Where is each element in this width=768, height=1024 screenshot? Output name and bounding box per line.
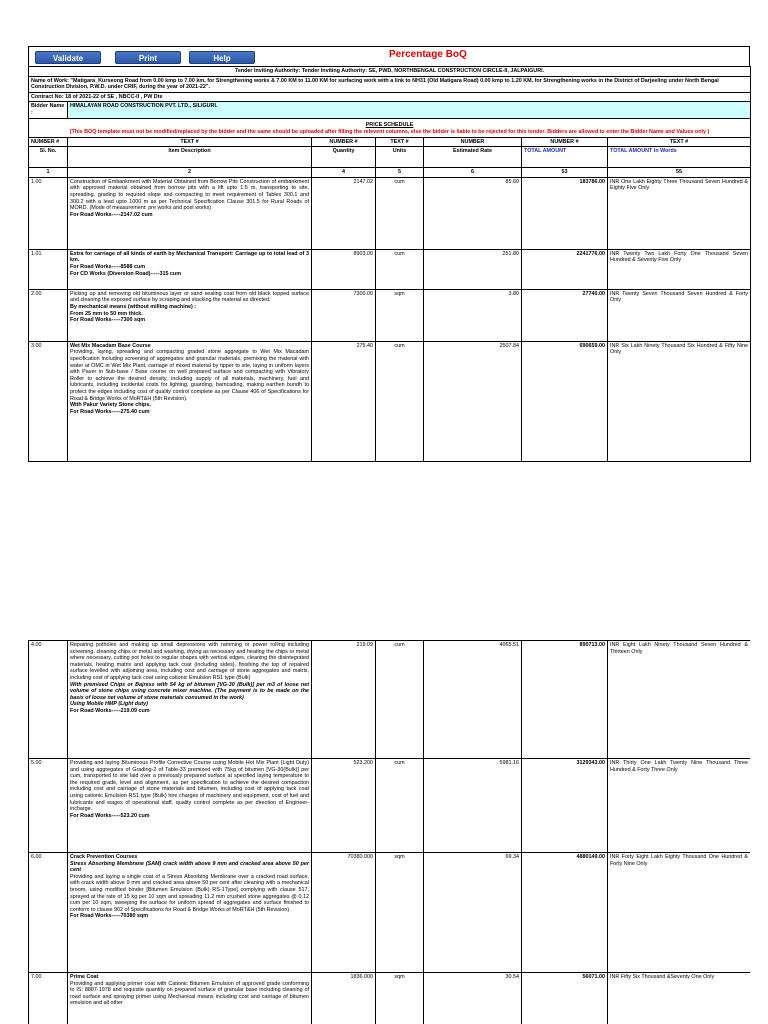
index-cell: 6: [424, 168, 522, 178]
description-text: Providing and laying Bituminous Profile Corrective Course using Mobile Hot Mix Plant (Light Duty) and using aggregates of Grading-2 of Table-33 premixed with 75kg of bitumen [VG-30(Bulk)] per cum, transported to site laid over a previously prepared surface at specified laying temperature to the required grade, level and alignment, as per specification to achieve the desired compaction including cost and carriage of stone materials and bitumen, including cost of applying tack coat using cationic Emulsion RS1 type (Bulk) hire charges of machinery and equipment, cost of fuel and lubricants and wages of operational staff, quality control complete as per direction of Engineer-incharge.: [70, 760, 309, 813]
amount-cell: 2241776.00: [522, 249, 608, 289]
amount-words-cell: INR Twenty Seven Thousand Seven Hundred & Forty Only: [608, 289, 751, 341]
boq-sheet-page-2: [28, 640, 750, 1024]
quantity-cell[interactable]: 7300.00: [312, 289, 376, 341]
unit-cell: sqm: [376, 289, 424, 341]
unit-cell: sqm: [376, 973, 424, 1024]
index-row: [29, 168, 751, 178]
index-cell: 53: [522, 168, 608, 178]
description-heading: Wet Mix Macadam Base Course: [70, 342, 151, 349]
work-name: Name of Work: "Matigara_Kurseong Road from 0.00 kmp to 7.00 km, for Strengthening works & 7.00 KM to 11.00 KM for surfacing work with a link to NH31 (Old Matigara Road) 0.00 kmp to 1.20 KM, for Strengthening works in the District of Darjeeling under North Bengal Construction Division, P.W.D. under CRIF, during the year of 2021-22".: [29, 76, 751, 92]
type-cell: NUMBER #: [29, 137, 68, 147]
unit-cell: cum: [376, 641, 424, 759]
description-emphasis: With premixed Chips or Bajress with 54 kg of bitumen [VG-30 (Bulk)] per m3 of loose net volume of stone chips using concrete mixer machine. (The payment is to be made on the basis of loose net volume of stone materials consumed in the work) Using Mobile HMP (Light duty): [70, 681, 309, 708]
description-cell: [68, 249, 312, 289]
header-total-amount-words: TOTAL AMOUNT In Words: [608, 147, 751, 168]
sl-no-cell: 2.00: [29, 289, 68, 341]
description-measure: For Road Works-----219.09 cum: [70, 707, 150, 714]
description-text: Repairing potholes and making up small depressions with ramming or power rolling including screening, cleaning chips or metal and washing, drying as necessary and heating the chips or metal where necessary, cutting pot holes to regular shapes with vertical edges, cleaning the disintegrated materials, heating matrix and applying tack coat (including sides), finishing the top of repaired surface levelled with adjoining area, including cost and carriage of stone aggregates and matrix, including cost of applying tack coat using cationic Emulsion RS1 type (Bulk): [70, 642, 309, 681]
amount-words-cell: INR Twenty Two Lakh Forty One Thousand Seven Hundred & Seventy Five Only: [608, 249, 751, 289]
header-total-amount: TOTAL AMOUNT: [522, 147, 608, 168]
table-row: [29, 641, 751, 759]
boq-table-continued: [28, 640, 750, 1024]
header-units: Units: [376, 147, 424, 168]
rate-cell[interactable]: 251.80: [424, 249, 522, 289]
description-cell: [68, 177, 312, 249]
amount-cell: 4880149.00: [522, 853, 608, 973]
quantity-cell[interactable]: 523.200: [312, 759, 376, 853]
header-quantity: Quantity: [312, 147, 376, 168]
quantity-cell[interactable]: 1836.000: [312, 973, 376, 1024]
header-item-description: Item Description: [68, 147, 312, 168]
quantity-cell[interactable]: 2147.02: [312, 177, 376, 249]
table-row: [29, 289, 751, 341]
description-measure: For Road Works-----523.20 cum: [70, 812, 150, 819]
description-measure: With Pakur Variety Stone chips. For Road Works-----275.40 cum: [70, 402, 151, 415]
table-row: [29, 177, 751, 249]
header-sl-no: Sl. No.: [29, 147, 68, 168]
quantity-cell[interactable]: 8903.00: [312, 249, 376, 289]
type-cell: TEXT #: [608, 137, 751, 147]
description-cell: [68, 973, 312, 1024]
header-estimated-rate: Estimated Rate: [424, 147, 522, 168]
amount-cell: 27740.00: [522, 289, 608, 341]
amount-cell: 3129343.00: [522, 759, 608, 853]
description-cell: [68, 289, 312, 341]
quantity-cell[interactable]: 219.09: [312, 641, 376, 759]
amount-words-cell: INR Fifty Six Thousand &Seventy One Only: [608, 973, 751, 1024]
description-measure: For Road Works-----70380 sqm: [70, 913, 149, 920]
quantity-cell[interactable]: 70380.000: [312, 853, 376, 973]
type-cell: NUMBER: [424, 137, 522, 147]
amount-words-cell: INR Eight Lakh Ninety Thousand Seven Hundred & Thirteen Only: [608, 641, 751, 759]
description-text: Construction of Embankment with Material Obtained from Borrow Pits Construction of embankment with approved material obtained from borrow pits with a lift upto 1.5 m, transporting to site, spreading, grading to required slope and compacting to meet requirement of Tables 300.1 and 300.2 with a lead upto 1000 m as per Technical Specification Clause 301.5 for Rural Roads of MORD. (Mode of measurement: pre works and post works): [70, 178, 309, 212]
quantity-cell[interactable]: 275.40: [312, 341, 376, 461]
rate-cell[interactable]: 69.34: [424, 853, 522, 973]
description-text: Providing, laying, spreading and compacting graded stone aggregate to Wet Mix Macadam specification including screening of aggregates and granular materials, premixing the material with water at OMC in Wet Mix Plant, carriage of mixed material by tipper to site, laying in uniform layers with Paver in Sub-base / Base course on well prepared surface and compacting with Vibratory Roller to achieve the desired density, including supply of all materials, machinery, fuel and lubricants, including incidental costs for lighting, guarding, barricading, making earthen bundh to protect the edges including cost of quality control complete as per Clause 406 of Specifications for Road & Bridge Works of MoRT&H (5th Revision).: [70, 349, 309, 402]
price-schedule-block: [29, 119, 751, 137]
description-text: Providing and laying a single coat of a Stress Absorbing Membrane over a cracked road surface, with crack width above 9 mm and cracked area above 50 per cent after cleaning with a mechanical broom, using modified binder [Bitumen Emulsion (Bulk) RS-1Type] complying with clause 517, sprayed at the rate of 15 kg per 10 sqm and spreading 11.2 mm crushed stone aggregates @ 0.12 cum per 10 sqm, sweeping the surface for uniform spread of aggregates and surface finished to conform to clause 902 of Specifications for Road & Bridge Works of MoRT&H (5th Revision).: [70, 873, 309, 913]
validate-button[interactable]: Validate: [35, 51, 101, 64]
rate-cell[interactable]: 2507.84: [424, 341, 522, 461]
amount-words-cell: INR Forty Eight Lakh Eighty Thousand One Hundred & Forty Nine Only: [608, 853, 751, 973]
index-cell: 1: [29, 168, 68, 178]
index-cell: 55: [608, 168, 751, 178]
table-row: [29, 341, 751, 461]
bidder-name-field[interactable]: HIMALAYAN ROAD CONSTRUCTION PVT. LTD., SILIGURI.: [68, 102, 751, 119]
toolbar: [28, 46, 750, 66]
price-schedule-title: PRICE SCHEDULE: [365, 122, 414, 129]
description-measure: By mechanical means (without milling machine) : From 25 mm to 50 mm thick. For Road Works-----7300 sqm: [70, 303, 197, 324]
description-heading: Prime Coat: [70, 974, 99, 980]
sl-no-cell: 1.00: [29, 177, 68, 249]
amount-words-cell: INR Thirty One Lakh Twenty Nine Thousand Three Hundred & Forty Three Only: [608, 759, 751, 853]
description-cell: [68, 341, 312, 461]
amount-cell: 890713.00: [522, 641, 608, 759]
boq-table: [28, 66, 751, 462]
help-button[interactable]: Help: [189, 51, 255, 64]
description-measure: For Road Works-----2147.02 cum: [70, 211, 153, 218]
rate-cell[interactable]: 85.60: [424, 177, 522, 249]
type-cell: NUMBER #: [522, 137, 608, 147]
boq-sheet-page-1: [28, 46, 750, 462]
description-cell: [68, 759, 312, 853]
amount-cell: 56071.00: [522, 973, 608, 1024]
index-cell: 2: [68, 168, 312, 178]
sl-no-cell: 1.01: [29, 249, 68, 289]
sl-no-cell: 5.00: [29, 759, 68, 853]
description-text: Providing and applying primer coat with Cationic Bitumen Emulsion of approved grade conforming to IS: 8887-1978 and requisite quantity on prepared surface of granular base including cleaning of road surface and spraying primer using Mechanical means including cost and carriage of bitumen emulsion and all other: [70, 980, 309, 1007]
print-button[interactable]: Print: [115, 51, 181, 64]
table-row: [29, 249, 751, 289]
type-cell: NUMBER #: [312, 137, 376, 147]
index-cell: 5: [376, 168, 424, 178]
rate-cell[interactable]: 30.54: [424, 973, 522, 1024]
description-cell: [68, 853, 312, 973]
type-row: [29, 137, 751, 147]
description-emphasis: Stress Absorbing Membrane (SAM) crack width above 9 mm and cracked area above 50 per cent: [70, 860, 309, 874]
description-heading: Crack Prevention Courses: [70, 854, 138, 860]
template-warning: (This BOQ template must not be modified/replaced by the bidder and the same should be uploaded after filling the relevent columns, else the bidder is liable to be rejected for this tender. Bidders are allowed to enter the Bidder Name and Values only ): [69, 128, 710, 135]
header-row: [29, 147, 751, 168]
unit-cell: sqm: [376, 853, 424, 973]
type-cell: TEXT #: [376, 137, 424, 147]
description-measure: For Road Works-----8588 cum For CD Works (Diversion Road)-----315 cum: [70, 263, 182, 277]
rate-cell[interactable]: 5981.16: [424, 759, 522, 853]
description-text: Picking up and removing old bituminous layer or sand sealing coat from old black topped surface and cleaning the exposed surface by scraping and stacking the material as directed.: [70, 290, 309, 304]
amount-cell: 183786.00: [522, 177, 608, 249]
unit-cell: cum: [376, 341, 424, 461]
contract-no: Contract No: 18 of 2021-22 of SE , NBCC-II , PW Dte: [29, 92, 751, 102]
bidder-label: Bidder Name :: [29, 102, 68, 119]
index-cell: 4: [312, 168, 376, 178]
amount-words-cell: INR Six Lakh Ninety Thousand Six Hundred & Fifty Nine Only: [608, 341, 751, 461]
rate-cell[interactable]: 4065.51: [424, 641, 522, 759]
description-heading: Extra for carriage of all kinds of earth by Mechanical Transport: Carriage up to total lead of 3 km.: [70, 250, 309, 264]
unit-cell: cum: [376, 177, 424, 249]
table-row: [29, 853, 751, 973]
unit-cell: cum: [376, 249, 424, 289]
type-cell: TEXT #: [68, 137, 312, 147]
boq-title: Percentage BoQ: [389, 49, 467, 60]
amount-words-cell: INR One Lakh Eighty Three Thousand Seven Hundred & Eighty Five Only: [608, 177, 751, 249]
tender-authority: Tender Inviting Authority: Tender Inviting Authority: SE, PWD, NORTHBENGAL CONSTRUCTION CIRCLE-II, JALPAIGURI.: [29, 67, 751, 77]
rate-cell[interactable]: 3.80: [424, 289, 522, 341]
sl-no-cell: 7.00: [29, 973, 68, 1024]
sl-no-cell: 3.00: [29, 341, 68, 461]
description-cell: [68, 641, 312, 759]
table-row: [29, 973, 751, 1024]
sl-no-cell: 4.00: [29, 641, 68, 759]
sl-no-cell: 6.00: [29, 853, 68, 973]
amount-cell: 690659.00: [522, 341, 608, 461]
unit-cell: cum: [376, 759, 424, 853]
table-row: [29, 759, 751, 853]
